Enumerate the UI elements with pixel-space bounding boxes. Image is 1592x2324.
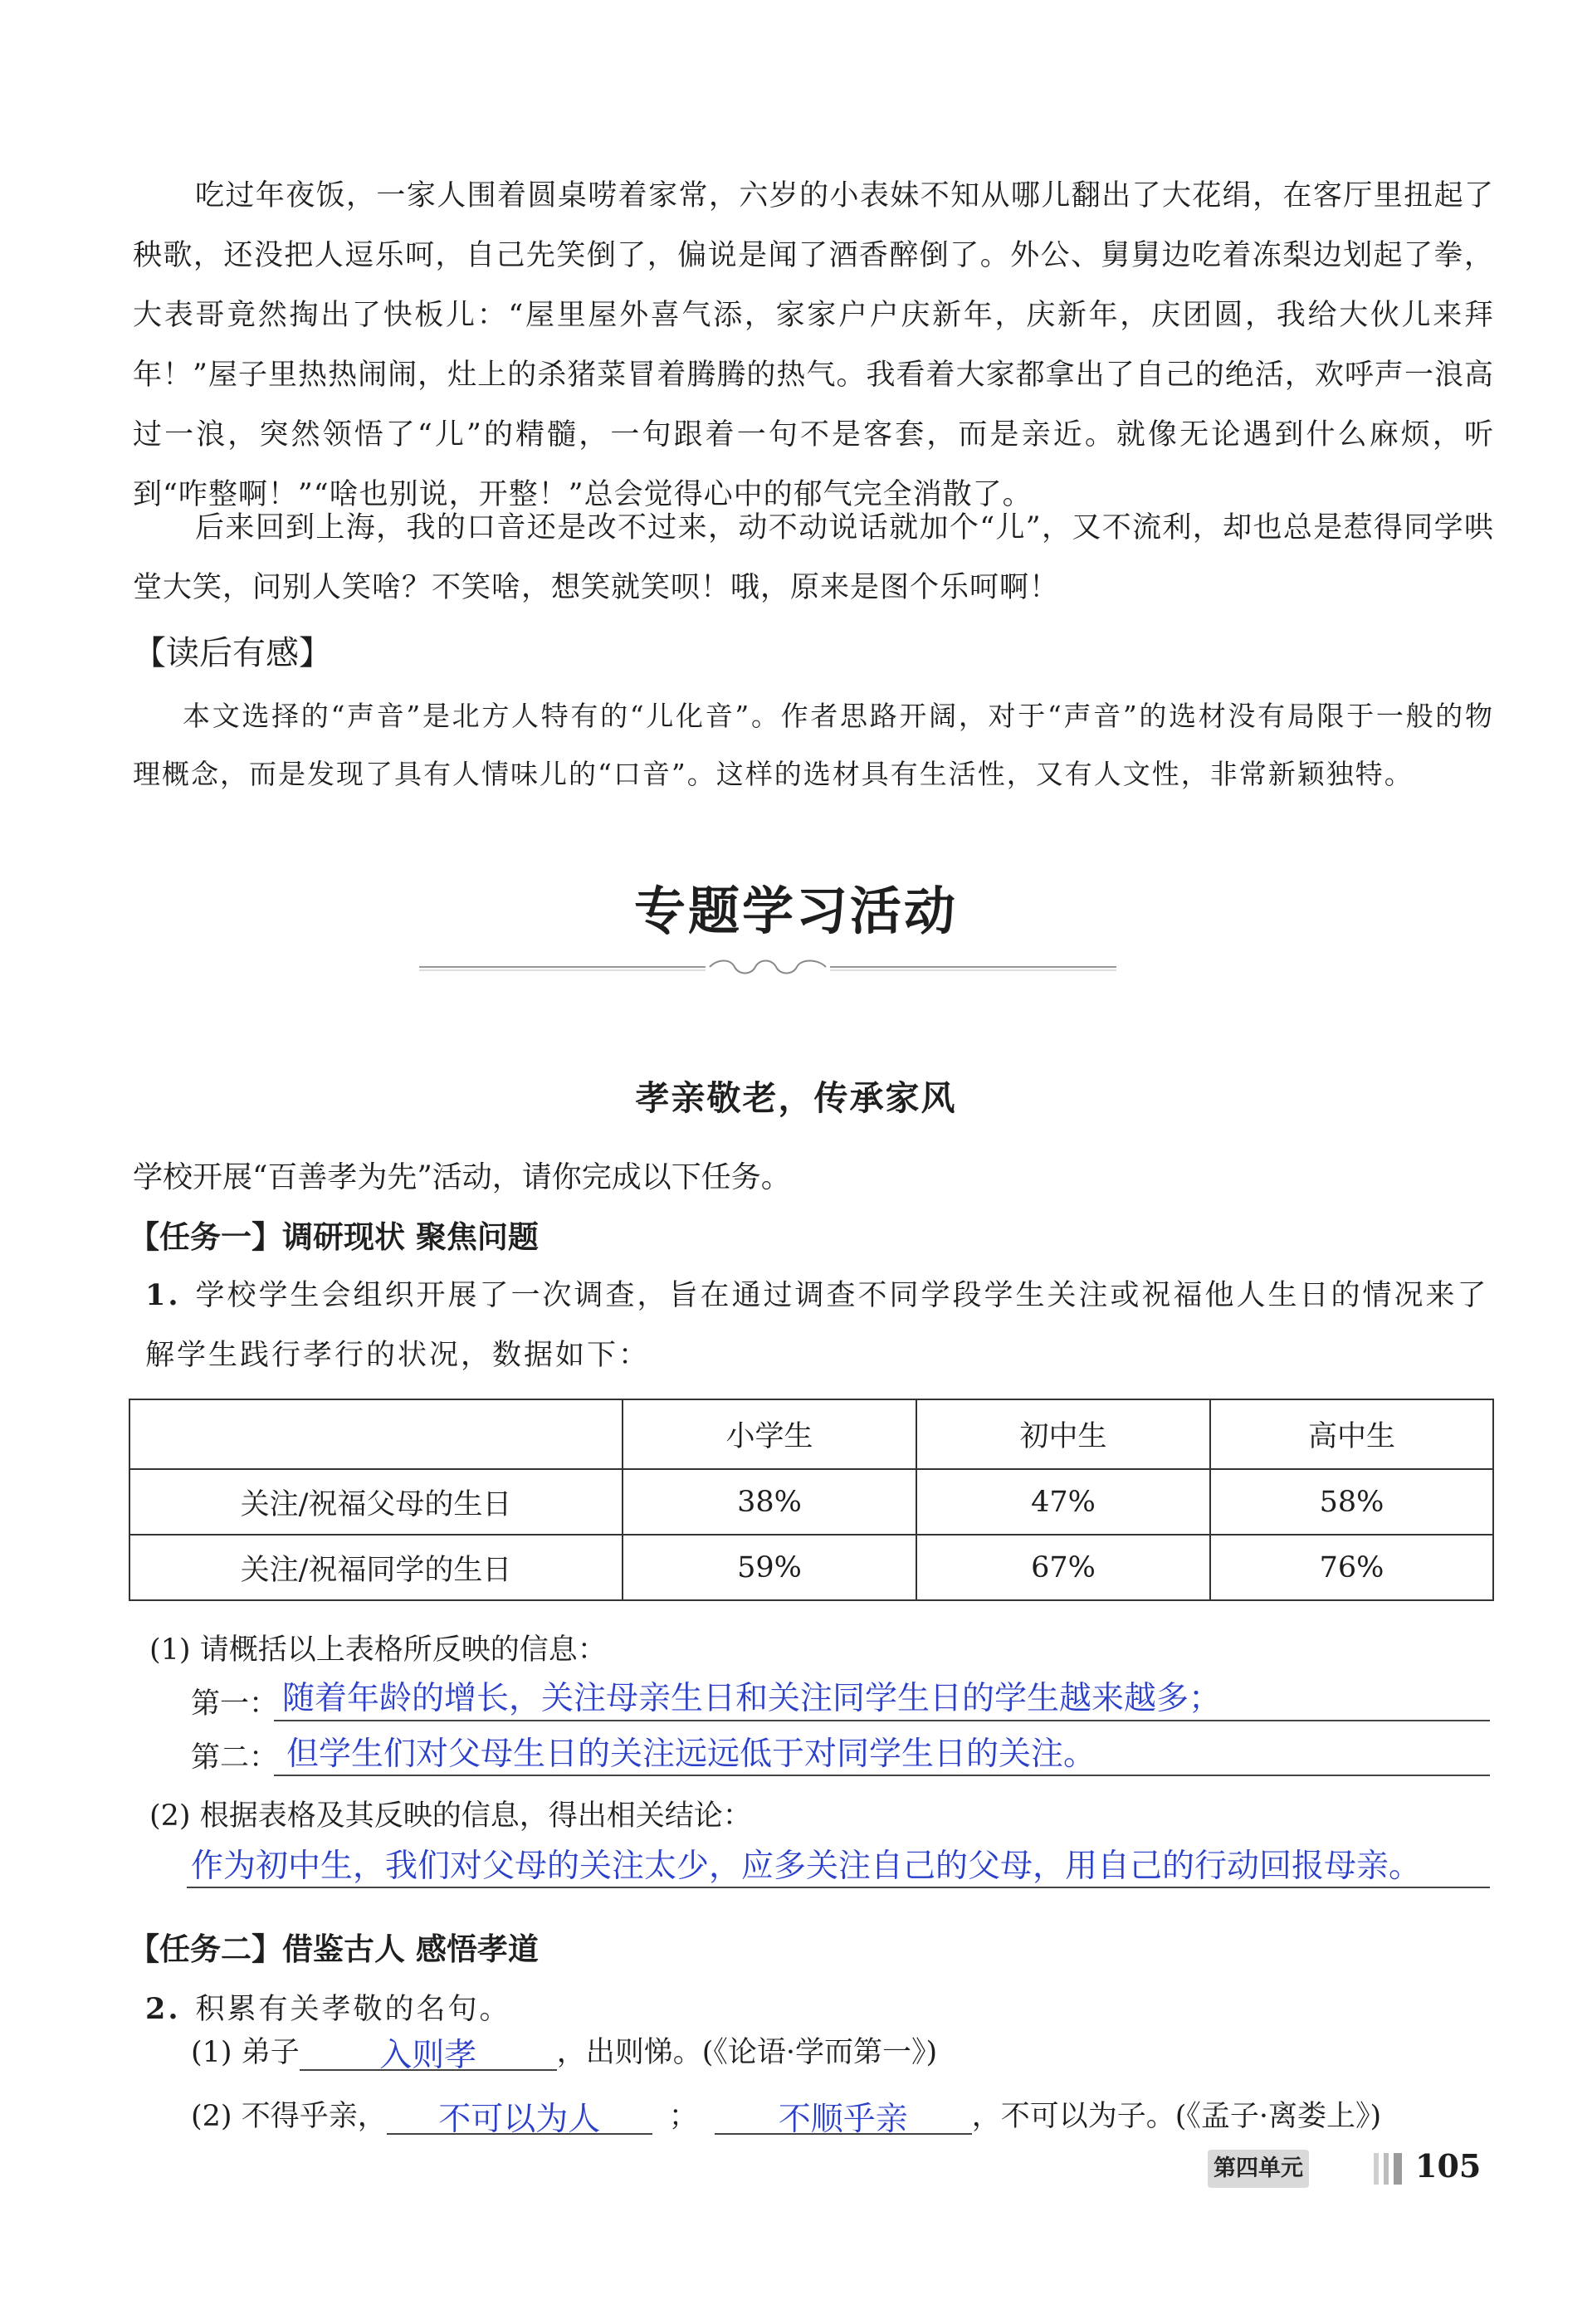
review-heading: 【读后有感】 bbox=[133, 634, 332, 672]
table-header-cell: 初中生 bbox=[916, 1399, 1210, 1469]
story-paragraph-2: 后来回到上海，我的口音还是改不过来，动不动说话就加个“儿”，又不流利，却也总是惹得同学哄堂大笑，问别人笑啥？不笑啥，想笑就笑呗！哦，原来是图个乐呵啊！ bbox=[133, 511, 1494, 604]
table-cell: 关注/祝福父母的生日 bbox=[129, 1469, 623, 1535]
quote-1-suffix: ，出则悌。(《论语·学而第一》) bbox=[556, 2036, 938, 2069]
sub-question-1: (1) 请概括以上表格所反映的信息： bbox=[149, 1633, 607, 1667]
table-header-cell: 高中生 bbox=[1210, 1399, 1493, 1469]
question-1-text: 学校学生会组织开展了一次调查，旨在通过调查不同学段学生关注或祝福他人生日的情况来了解学生践行孝行的状况，数据如下： bbox=[145, 1279, 1489, 1372]
quote-item-2 bbox=[191, 2093, 1382, 2138]
second-answer[interactable]: 但学生们对父母生日的关注远远低于对同学生日的关注。 bbox=[286, 1736, 1096, 1773]
page-number: 105 bbox=[1415, 2147, 1482, 2185]
question-1-number: 1. bbox=[145, 1278, 181, 1312]
table-cell: 关注/祝福同学的生日 bbox=[129, 1535, 623, 1600]
story-paragraph-1: 吃过年夜饭，一家人围着圆桌唠着家常，六岁的小表妹不知从哪儿翻出了大花绢，在客厅里扭起了秧歌，还没把人逗乐呵，自己先笑倒了，偏说是闻了酒香醉倒了。外公、舅舅边吃着冻梨边划起了拳，大表哥竟然掏出了快板儿：“屋里屋外喜气添，家家户户庆新年，庆新年，庆团圆，我给大伙儿来拜年！”屋子里热热闹闹，灶上的杀猪菜冒着腾腾的热气。我看着大家都拿出了自己的绝活，欢呼声一浪高过一浪，突然领悟了“儿”的精髓，一句跟着一句不是客套，而是亲近。就像无论遇到什么麻烦，听到“咋整啊！”“啥也别说，开整！”总会觉得心中的郁气完全消散了。 bbox=[133, 179, 1494, 511]
first-answer[interactable]: 随着年龄的增长，关注母亲生日和关注同学生日的学生越来越多； bbox=[282, 1680, 1222, 1717]
table-row bbox=[129, 1469, 1493, 1535]
quote-2-answer-a: 不可以为人 bbox=[438, 2101, 601, 2138]
table-cell: 59% bbox=[623, 1535, 916, 1600]
quote-2-blank-b[interactable] bbox=[715, 2093, 972, 2138]
second-label: 第二： bbox=[191, 1741, 279, 1775]
question-2-number: 2. bbox=[145, 1992, 181, 2026]
question-1 bbox=[145, 1266, 1494, 1385]
title-ornament bbox=[419, 954, 1116, 979]
question-2-text: 积累有关孝敬的名句。 bbox=[195, 1993, 511, 2026]
unit-label: 第四单元 bbox=[1208, 2150, 1309, 2188]
table-header-row bbox=[129, 1399, 1493, 1469]
sub-question-2: (2) 根据表格及其反映的信息，得出相关结论： bbox=[149, 1799, 752, 1833]
first-answer-line bbox=[274, 1720, 1490, 1721]
quote-1-blank[interactable] bbox=[300, 2029, 557, 2074]
first-label: 第一： bbox=[191, 1687, 279, 1721]
quote-2-answer-b: 不顺乎亲 bbox=[778, 2101, 908, 2138]
section-title: 专题学习活动 bbox=[633, 881, 958, 941]
quote-item-1 bbox=[191, 2029, 938, 2074]
quote-1-answer: 入则孝 bbox=[379, 2037, 477, 2074]
conclusion-answer-line bbox=[187, 1887, 1490, 1888]
conclusion-answer[interactable]: 作为初中生，我们对父母的关注太少，应多关注自己的父母，用自己的行动回报母亲。 bbox=[191, 1848, 1422, 1885]
quote-2-suffix: ，不可以为子。(《孟子·离娄上》) bbox=[971, 2100, 1382, 2133]
table-cell: 76% bbox=[1210, 1535, 1493, 1600]
task2-heading: 【任务二】借鉴古人 感悟孝道 bbox=[129, 1931, 539, 1967]
table-cell: 67% bbox=[916, 1535, 1210, 1600]
survey-table bbox=[129, 1399, 1494, 1601]
table-row bbox=[129, 1535, 1493, 1600]
quote-2-prefix: (2) 不得乎亲， bbox=[191, 2100, 387, 2133]
quote-2-separator: ； bbox=[668, 2100, 698, 2133]
footer-bars-icon bbox=[1374, 2150, 1407, 2188]
quote-1-prefix: (1) 弟子 bbox=[191, 2036, 300, 2069]
table-header-cell: 小学生 bbox=[623, 1399, 916, 1469]
table-cell: 58% bbox=[1210, 1469, 1493, 1535]
quote-2-blank-a[interactable] bbox=[387, 2093, 652, 2138]
review-text: 本文选择的“声音”是北方人特有的“儿化音”。作者思路开阔，对于“声音”的选材没有局限于一般的物理概念，而是发现了具有人情味儿的“口音”。这样的选材具有生活性，又有人文性，非常新颖独特。 bbox=[133, 700, 1494, 790]
table-header-cell bbox=[129, 1399, 623, 1469]
section-subtitle: 孝亲敬老，传承家风 bbox=[635, 1078, 957, 1118]
table-cell: 38% bbox=[623, 1469, 916, 1535]
section-intro: 学校开展“百善孝为先”活动，请你完成以下任务。 bbox=[133, 1160, 791, 1194]
second-answer-line bbox=[274, 1775, 1490, 1776]
task1-heading: 【任务一】调研现状 聚焦问题 bbox=[129, 1219, 539, 1255]
table-cell: 47% bbox=[916, 1469, 1210, 1535]
